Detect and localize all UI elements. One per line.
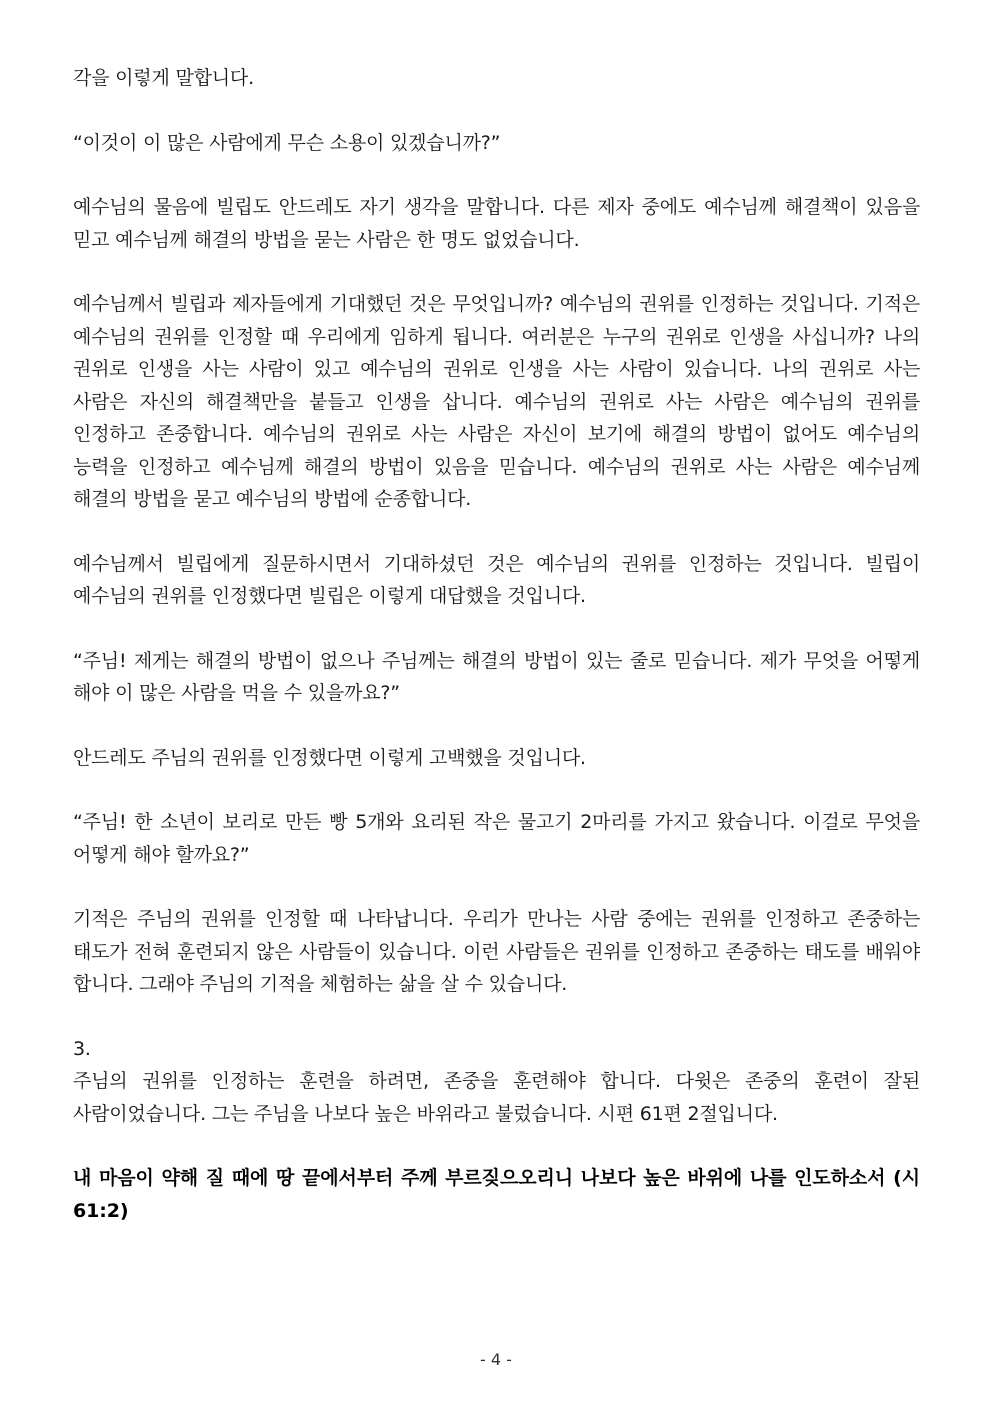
paragraph-1: 각을 이렇게 말합니다. (73, 67, 254, 89)
section-paragraph: 주님의 권위를 인정하는 훈련을 하려면, 존중을 훈련해야 합니다. 다윗은 존중의 훈련이 잘된 사람이었습니다. 그는 주님을 나보다 높은 바위라고 불렀습니다. 시편 61편 2절입니다. (73, 1070, 920, 1125)
section-number: 3. (73, 1037, 91, 1060)
document-page (73, 62, 920, 1259)
paragraph-3: 예수님의 물음에 빌립도 안드레도 자기 생각을 말합니다. 다른 제자 중에도 예수님께 해결책이 있음을 믿고 예수님께 해결의 방법을 묻는 사람은 한 명도 없었습니다. (73, 196, 920, 251)
paragraph-6-quote: “주님! 제게는 해결의 방법이 없으나 주님께는 해결의 방법이 있는 줄로 믿습니다. 제가 무엇을 어떻게 해야 이 많은 사람을 먹을 수 있을까요?” (73, 649, 920, 704)
page-number: - 4 - (480, 1350, 512, 1369)
paragraph-9: 기적은 주님의 권위를 인정할 때 나타납니다. 우리가 만나는 사람 중에는 권위를 인정하고 존중하는 태도가 전혀 훈련되지 않은 사람들이 있습니다. 이런 사람들은 권위를 인정하고 존중하는 태도를 배워야 합니다. 그래야 주님의 기적을 체험하는 삶을 살 수 있습니다. (73, 908, 920, 995)
paragraph-4: 예수님께서 빌립과 제자들에게 기대했던 것은 무엇입니까? 예수님의 권위를 인정하는 것입니다. 기적은 예수님의 권위를 인정할 때 우리에게 임하게 됩니다. 여러분은 누구의 권위로 인생을 사십니까? 나의 권위로 인생을 사는 사람이 있고 예수님의 권위로 인생을 사는 사람이 있습니다. 나의 권위로 사는 사람은 자신의 해결책만을 붙들고 인생을 삽니다. 예수님의 권위로 사는 사람은 예수님의 권위를 인정하고 존중합니다. 예수님의 권위로 사는 사람은 자신이 보기에 해결의 방법이 없어도 예수님의 능력을 인정하고 예수님께 해결의 방법이 있음을 믿습니다. 예수님의 권위로 사는 사람은 예수님께 해결의 방법을 묻고 예수님의 방법에 순종합니다. (73, 293, 920, 510)
paragraph-8-quote: “주님! 한 소년이 보리로 만든 빵 5개와 요리된 작은 물고기 2마리를 가지고 왔습니다. 이걸로 무엇을 어떻게 해야 할까요?” (73, 811, 920, 866)
paragraph-5: 예수님께서 빌립에게 질문하시면서 기대하셨던 것은 예수님의 권위를 인정하는 것입니다. 빌립이 예수님의 권위를 인정했다면 빌립은 이렇게 대답했을 것입니다. (73, 552, 920, 607)
scripture-quote: 내 마음이 약해 질 때에 땅 끝에서부터 주께 부르짖으오리니 나보다 높은 바위에 나를 인도하소서 (시 61:2) (73, 1167, 920, 1222)
paragraph-2-quote: “이것이 이 많은 사람에게 무슨 소용이 있겠습니까?” (73, 131, 501, 154)
paragraph-7: 안드레도 주님의 권위를 인정했다면 이렇게 고백했을 것입니다. (73, 746, 586, 769)
